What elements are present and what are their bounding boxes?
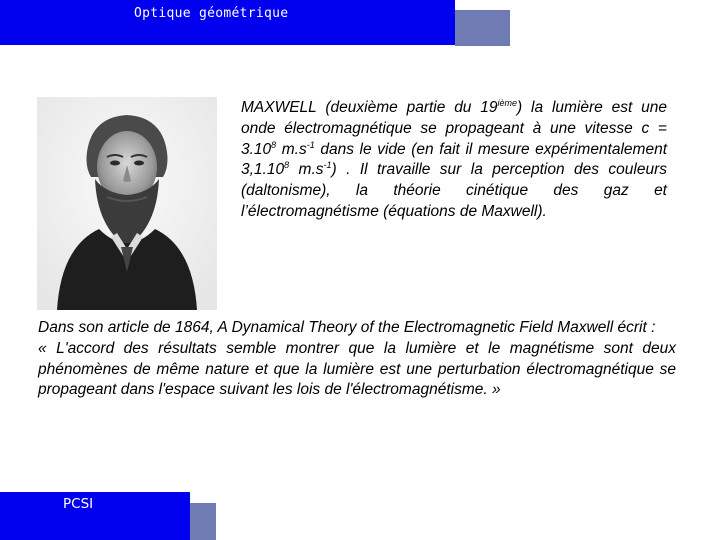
bio-superscript: 8	[271, 139, 277, 150]
bio-text: m.s	[289, 161, 324, 179]
bio-text: ) la lumière est une onde électromagnétique se propageant à une vitesse c = 3.10	[241, 99, 667, 158]
footer-label: PCSI	[63, 496, 94, 512]
maxwell-bio	[241, 98, 667, 223]
quote-intro: Dans son article de 1864, A Dynamical Theory of the Electromagnetic Field Maxwell écrit :	[38, 319, 656, 336]
maxwell-quote	[38, 318, 676, 401]
bio-text: MAXWELL (deuxième partie du 19	[241, 99, 498, 116]
bio-text: dans le vide (en fait il mesure expérimentalement 3,1.10	[241, 140, 668, 179]
bio-superscript: 8	[284, 160, 290, 171]
footer-bar-accent	[190, 503, 216, 540]
bio-text: m.s	[276, 140, 307, 158]
footer-bar	[0, 492, 190, 540]
portrait-image	[37, 97, 217, 310]
bio-text: ) . Il travaille sur la perception des couleurs (daltonisme), la théorie cinétique des gaz et l’électromagnétisme (équations de Maxwell).	[241, 161, 668, 220]
header-title: Optique géométrique	[134, 6, 289, 21]
quote-text: « L'accord des résultats semble montrer que la lumière et le magnétisme sont deux phénomènes de même nature et que la lumière est une perturbation électromagnétique se propageant dans l'espace suivant les lois de l'électromagnétisme. »	[38, 339, 676, 399]
bio-superscript: -1	[323, 160, 332, 171]
bio-superscript: -1	[306, 139, 315, 150]
header-bar-accent	[455, 10, 510, 46]
bio-superscript: ième	[497, 97, 518, 108]
